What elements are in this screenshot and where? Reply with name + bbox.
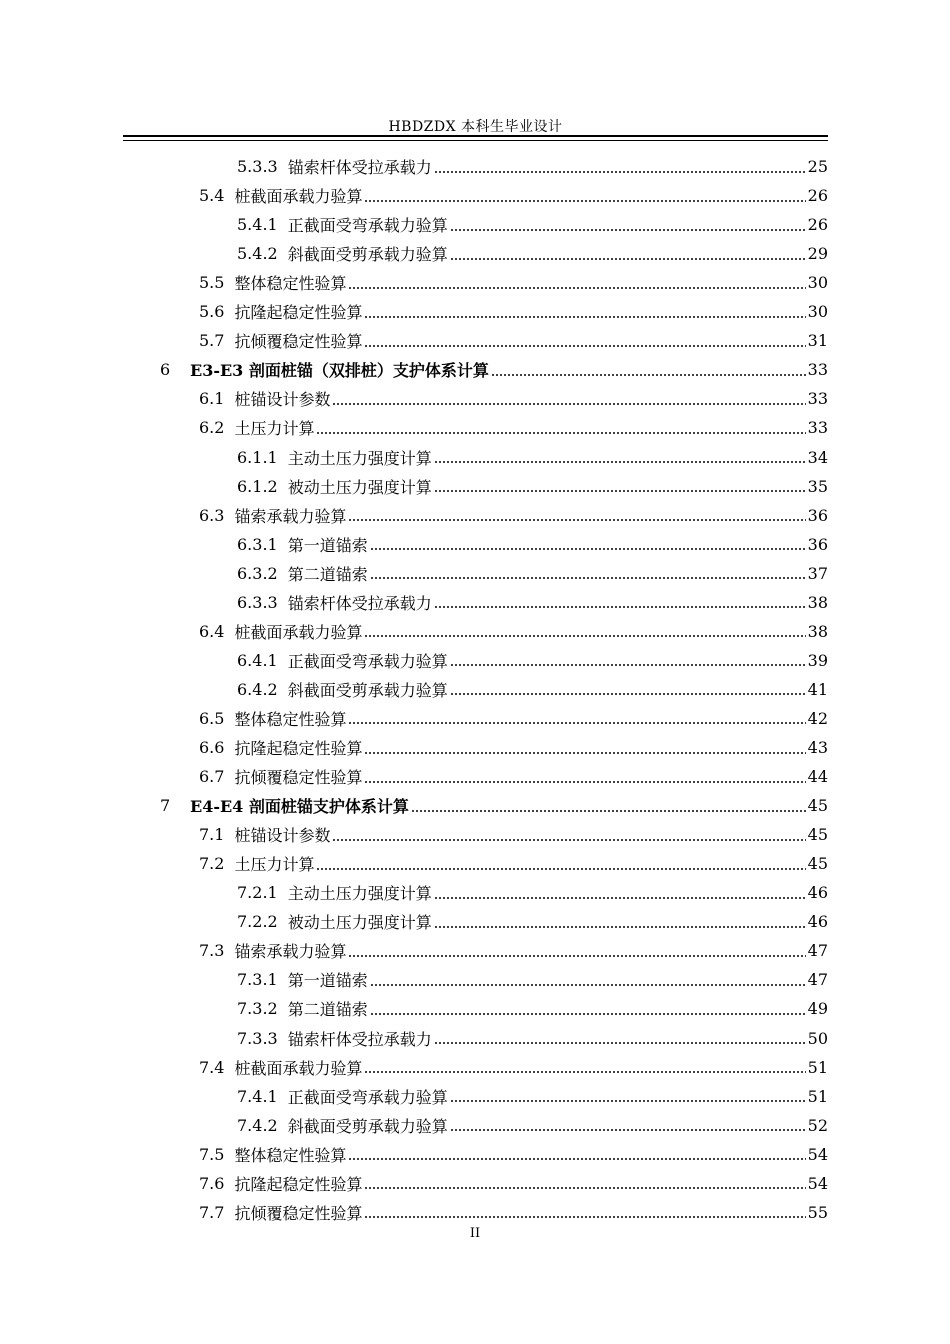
toc-entry-title: 第二道锚索 [287,1000,368,1020]
toc-entry-title: 斜截面受剪承载力验算 [287,680,448,700]
toc-entry[interactable] [199,1140,828,1169]
toc-entry-number: 5.5 [199,273,225,293]
toc-entry-number: 7.3.3 [237,1028,278,1048]
toc-entry-page: 46 [807,912,828,932]
toc-dot-leader [491,374,806,376]
toc-entry[interactable] [199,181,828,210]
toc-entry-number: 6.3.3 [237,592,278,612]
toc-entry-title: 桩锚设计参数 [234,826,331,846]
toc-entry-title: 桩截面承载力验算 [234,1058,363,1078]
toc-entry[interactable] [199,268,828,297]
toc-dot-leader [370,548,806,550]
toc-entry-title: 被动土压力强度计算 [287,913,432,933]
toc-entry-page: 33 [807,389,828,409]
toc-entry[interactable] [237,878,828,907]
toc-dot-leader [434,171,806,173]
toc-entry[interactable] [237,530,828,559]
toc-entry-title: 土压力计算 [234,855,315,875]
toc-entry-title: 锚索杆体受拉承载力 [287,158,432,177]
toc-entry-number: 7.6 [199,1173,225,1193]
toc-entry-title: 桩锚设计参数 [234,390,331,410]
toc-entry-number: 6.1.1 [237,447,278,467]
toc-dot-leader [434,490,806,492]
toc-entry-number: 5.7 [199,331,225,351]
toc-dot-leader [450,664,806,666]
toc-entry[interactable] [199,1198,828,1227]
toc-entry-title: 锚索杆体受拉承载力 [287,1029,432,1049]
toc-entry-page: 45 [807,854,828,874]
toc-dot-leader [348,1158,805,1160]
toc-dot-leader [450,229,806,231]
toc-entry-title: 土压力计算 [234,419,315,439]
toc-entry-number: 7.1 [199,825,225,845]
toc-entry-number: 5.6 [199,302,225,322]
toc-entry-page: 47 [807,970,828,990]
toc-entry[interactable] [199,1169,828,1198]
toc-entry-title: 第二道锚索 [287,564,368,584]
toc-entry-title: 锚索承载力验算 [234,942,347,962]
toc-entry[interactable] [199,617,828,646]
toc-entry-number: 6.1.2 [237,476,278,496]
toc-dot-leader [364,1216,805,1218]
toc-entry[interactable] [237,1082,828,1111]
toc-dot-leader [434,461,806,463]
toc-entry-title: 斜截面受剪承载力验算 [287,1116,448,1136]
toc-entry-title: 抗隆起稳定性验算 [234,303,363,323]
header-rule-thin [123,140,828,141]
toc-entry[interactable] [237,675,828,704]
toc-entry-number: 6 [160,360,171,380]
toc-dot-leader [434,897,806,899]
toc-entry-page: 29 [807,244,828,264]
toc-entry[interactable] [199,297,828,326]
toc-entry-page: 37 [807,563,828,583]
toc-entry-page: 43 [807,738,828,757]
toc-entry-page: 33 [807,360,828,380]
toc-entry-page: 51 [807,1086,828,1106]
toc-entry-page: 46 [807,883,828,903]
toc-entry-title: 桩截面承载力验算 [234,187,363,207]
toc-entry-title: 第一道锚索 [287,535,368,555]
toc-entry-number: 6.4.1 [237,650,278,670]
toc-dot-leader [316,868,805,870]
toc-entry[interactable] [237,210,828,239]
toc-entry-title: 整体稳定性验算 [234,274,347,294]
toc-entry-title: 正截面受弯承载力验算 [287,216,448,236]
toc-entry-title: 斜截面受剪承载力验算 [287,245,448,265]
toc-entry-page: 26 [807,186,828,206]
toc-entry[interactable] [199,704,828,733]
toc-dot-leader [434,1042,806,1044]
toc-dot-leader [450,1129,806,1131]
toc-dot-leader [434,926,806,928]
toc-entry-page: 25 [807,157,828,176]
toc-dot-leader [348,955,805,957]
toc-entry[interactable] [199,326,828,355]
toc-dot-leader [370,984,806,986]
toc-entry-page: 42 [807,708,828,728]
toc-entry-number: 7.3 [199,941,225,961]
toc-entry-number: 6.6 [199,738,225,757]
toc-dot-leader [370,577,806,579]
toc-entry-page: 31 [807,331,828,351]
toc-entry-number: 7.4.1 [237,1086,278,1106]
toc-entry[interactable] [237,907,828,936]
toc-entry-title: 抗隆起稳定性验算 [234,739,363,758]
toc-entry-page: 54 [807,1144,828,1164]
toc-entry-title: E3-E3 剖面桩锚（双排桩）支护体系计算 [190,361,489,381]
toc-entry-number: 7.4.2 [237,1115,278,1135]
toc-entry[interactable] [199,762,828,791]
toc-dot-leader [450,1100,806,1102]
toc-entry-page: 36 [807,505,828,525]
toc-dot-leader [364,1071,805,1073]
toc-entry-number: 5.3.3 [237,157,278,176]
toc-entry-title: 锚索杆体受拉承载力 [287,593,432,613]
toc-entry-page: 49 [807,999,828,1019]
toc-entry[interactable] [199,849,828,878]
toc-dot-leader [348,519,805,521]
toc-entry-number: 6.3 [199,505,225,525]
toc-dot-leader [332,403,805,405]
toc-entry-page: 55 [807,1202,828,1222]
toc-entry-number: 5.4 [199,186,225,206]
toc-entry[interactable] [237,965,828,994]
toc-entry-title: 整体稳定性验算 [234,709,347,729]
toc-entry-title: 被动土压力强度计算 [287,477,432,497]
toc-entry-page: 38 [807,621,828,641]
toc-entry-number: 6.2 [199,418,225,438]
toc-dot-leader [364,752,805,754]
toc-entry-page: 44 [807,767,828,787]
toc-entry[interactable] [237,994,828,1023]
toc-entry-number: 6.7 [199,767,225,787]
toc-entry-page: 39 [807,650,828,670]
toc-entry-title: 锚索承载力验算 [234,506,347,526]
toc-entry[interactable] [237,443,828,472]
toc-entry-title: 抗隆起稳定性验算 [234,1174,363,1194]
toc-dot-leader [364,1187,805,1189]
toc-entry-page: 38 [807,592,828,612]
toc-entry[interactable] [160,355,828,384]
toc-entry-number: 6.4 [199,621,225,641]
toc-entry-page: 41 [807,679,828,699]
page-number: II [469,1226,481,1241]
toc-entry[interactable] [199,733,828,762]
toc-entry[interactable] [237,646,828,675]
toc-entry[interactable] [237,559,828,588]
toc-entry-title: 正截面受弯承载力验算 [287,1087,448,1107]
toc-entry[interactable] [199,384,828,413]
toc-entry-page: 51 [807,1057,828,1077]
toc-dot-leader [364,635,805,637]
toc-entry-number: 6.3.2 [237,563,278,583]
toc-entry[interactable] [237,472,828,501]
toc-entry-title: 抗倾覆稳定性验算 [234,1203,363,1223]
toc-entry-number: 6.1 [199,389,225,409]
toc-entry[interactable] [199,501,828,530]
page-header-title: HBDZDX 本科生毕业设计 [388,119,563,135]
toc-entry-page: 45 [807,796,828,816]
toc-entry-number: 5.4.1 [237,215,278,235]
toc-entry-title: 正截面受弯承载力验算 [287,651,448,671]
toc-entry-title: 整体稳定性验算 [234,1145,347,1165]
toc-entry-number: 7 [160,796,171,816]
toc-entry-number: 6.3.1 [237,534,278,554]
toc-dot-leader [364,345,805,347]
toc-dot-leader [332,839,805,841]
toc-dot-leader [316,432,805,434]
toc-entry-title: 第一道锚索 [287,971,368,991]
toc-entry-page: 26 [807,215,828,235]
toc-entry-page: 45 [807,825,828,845]
toc-entry-page: 30 [807,302,828,322]
toc-entry-number: 7.3.1 [237,970,278,990]
toc-entry-page: 50 [807,1028,828,1048]
toc-entry-page: 52 [807,1115,828,1135]
toc-entry-title: 主动土压力强度计算 [287,448,432,468]
toc-entry-number: 6.5 [199,708,225,728]
toc-entry-page: 36 [807,534,828,554]
toc-dot-leader [434,606,806,608]
toc-entry[interactable] [237,239,828,268]
toc-entry[interactable] [160,791,828,820]
toc-entry-title: 抗倾覆稳定性验算 [234,768,363,788]
toc-entry-page: 47 [807,941,828,961]
toc-entry-page: 54 [807,1173,828,1193]
toc-entry-number: 7.4 [199,1057,225,1077]
toc-entry-title: E4-E4 剖面桩锚支护体系计算 [190,797,409,817]
toc-entry[interactable] [237,1024,828,1053]
toc-dot-leader [364,316,805,318]
toc-dot-leader [348,722,805,724]
toc-entry-number: 7.2 [199,854,225,874]
toc-entry[interactable] [199,936,828,965]
toc-entry-page: 33 [807,418,828,438]
toc-dot-leader [348,287,805,289]
toc-dot-leader [411,810,806,812]
toc-entry-number: 7.3.2 [237,999,278,1019]
toc-entry-number: 7.7 [199,1202,225,1222]
toc-entry-number: 7.5 [199,1144,225,1164]
toc-entry[interactable] [199,820,828,849]
toc-dot-leader [450,693,806,695]
toc-entry-number: 5.4.2 [237,244,278,264]
toc-entry[interactable] [237,1111,828,1140]
toc-entry-page: 30 [807,273,828,293]
toc-entry[interactable] [237,588,828,617]
toc-entry-page: 34 [807,447,828,467]
toc-entry-page: 35 [807,476,828,496]
toc-dot-leader [450,258,806,260]
toc-entry-number: 7.2.2 [237,912,278,932]
toc-dot-leader [370,1013,806,1015]
toc-entry-title: 桩截面承载力验算 [234,622,363,642]
toc-entry-number: 7.2.1 [237,883,278,903]
toc-entry[interactable] [237,152,828,181]
toc-entry-title: 抗倾覆稳定性验算 [234,332,363,352]
toc-dot-leader [364,200,805,202]
toc-entry-title: 主动土压力强度计算 [287,884,432,904]
toc-entry[interactable] [199,413,828,442]
header-rule-thick [123,135,828,137]
toc-dot-leader [364,781,805,783]
toc-entry-number: 6.4.2 [237,679,278,699]
toc-entry[interactable] [199,1053,828,1082]
